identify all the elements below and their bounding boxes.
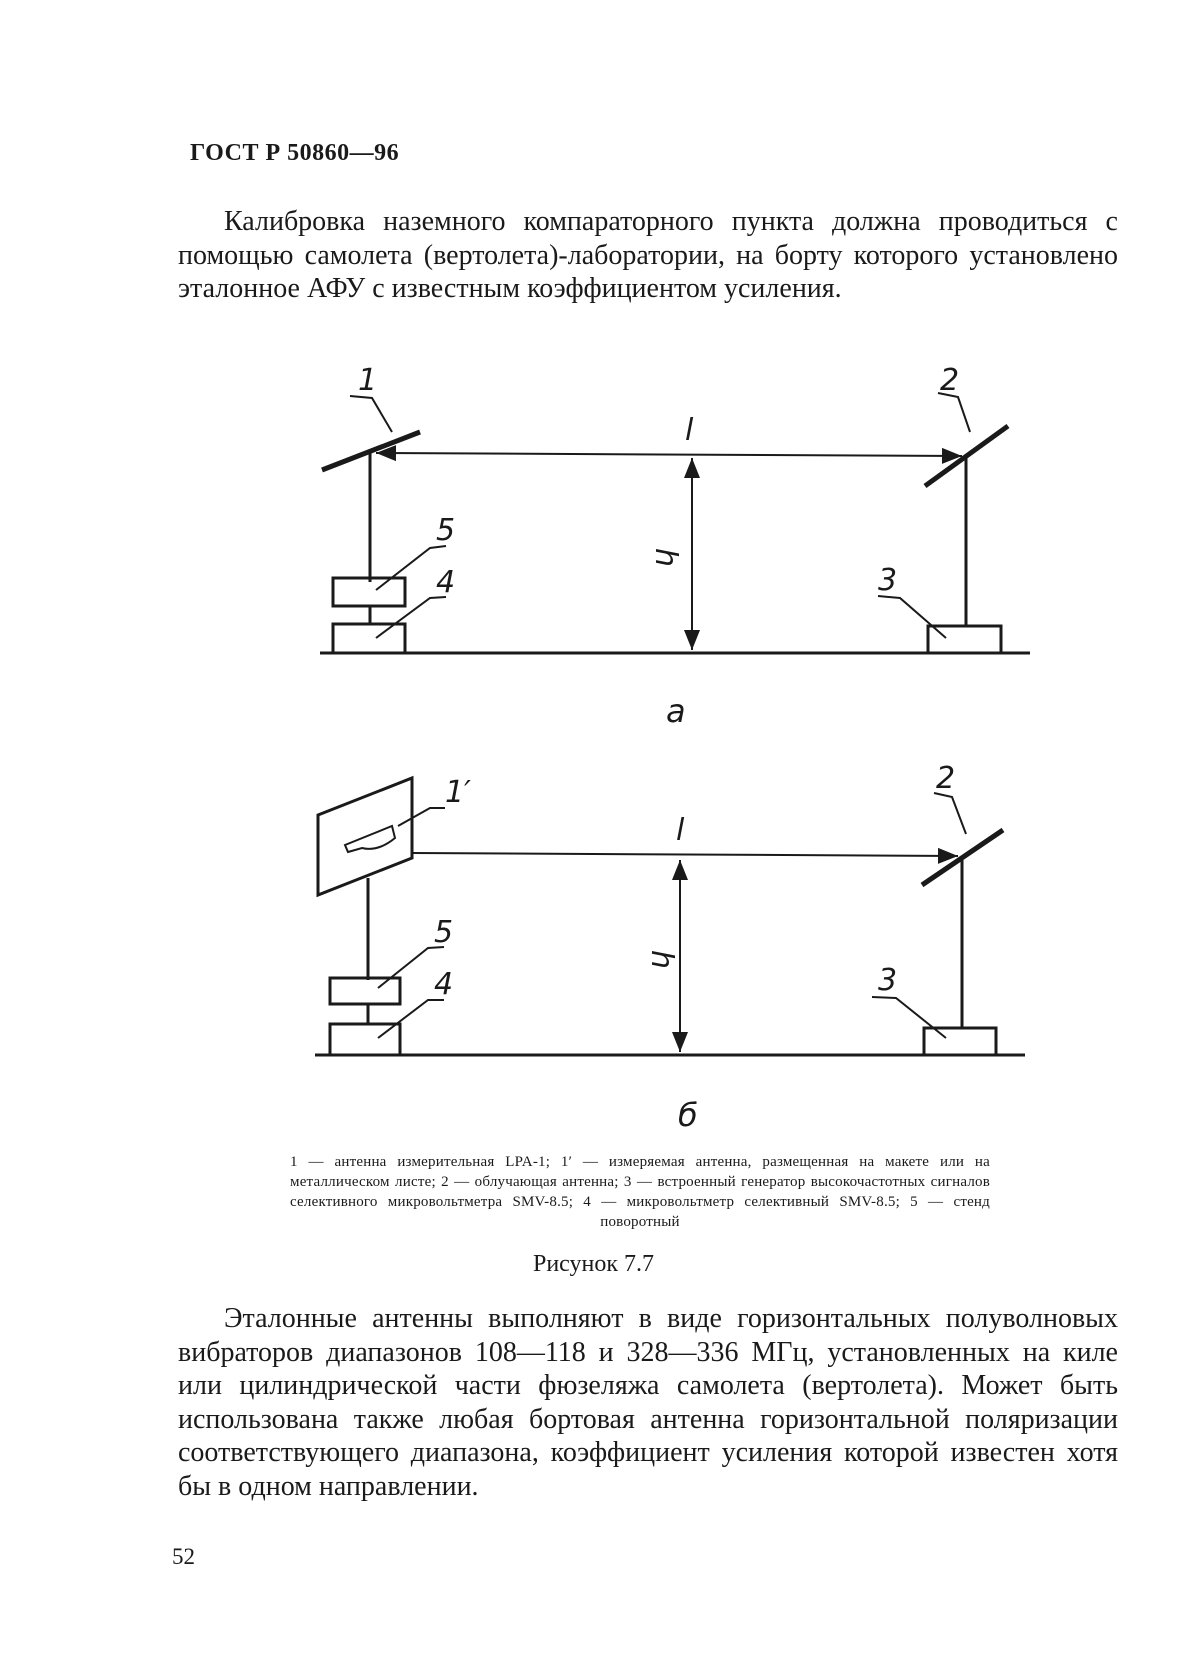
label-h-b: h — [644, 950, 679, 970]
label-3-b: 3 — [878, 963, 898, 998]
label-4-b: 4 — [434, 967, 454, 1002]
microvoltmeter-4-box — [333, 624, 405, 653]
label-5-b: 5 — [434, 915, 454, 950]
subfigure-label-a: а — [666, 692, 686, 730]
leader-3-b — [872, 997, 946, 1038]
leader-1 — [350, 396, 392, 432]
label-l-b: l — [676, 813, 685, 848]
leader-2 — [938, 393, 970, 432]
leader-1prime — [398, 808, 445, 826]
label-1prime: 1′ — [445, 775, 471, 810]
leader-4 — [376, 597, 446, 638]
diagram-b — [315, 778, 1025, 1055]
leader-3 — [878, 596, 946, 638]
label-2: 2 — [940, 363, 960, 398]
rotary-stand-5-box — [333, 578, 405, 606]
label-3: 3 — [878, 563, 898, 598]
distance-l-arrow-a — [376, 453, 962, 456]
generator-3-box-b — [924, 1028, 996, 1055]
diagram-a — [320, 393, 1030, 653]
page-number: 52 — [172, 1544, 195, 1569]
document-header: ГОСТ Р 50860—96 — [190, 140, 400, 166]
label-4: 4 — [436, 565, 456, 600]
figure-caption: 1 — антенна измерительная LPA-1; 1′ — измеряемая антенна, размещенная на макете или на металлическом листе; 2 — облучающая антенна; 3 — встроенный генератор высокочастотных сигналов селективного микровольтметра SMV-8.5; 4 — микровольтметр селективный SMV-8.5; 5 — стенд поворотный — [290, 1154, 990, 1230]
label-h-a: h — [648, 548, 683, 568]
paragraph-calibration: Калибровка наземного компараторного пункта должна проводиться с помощью самолета (вертолета)-лаборатории, на борту которого установлено эталонное АФУ с известным коэффициентом усиления. — [178, 206, 1118, 304]
label-l-a: l — [685, 413, 694, 448]
label-1: 1 — [358, 363, 378, 398]
figure-title: Рисунок 7.7 — [532, 1251, 655, 1277]
measured-antenna-1prime — [345, 826, 395, 852]
generator-3-box — [928, 626, 1001, 653]
label-5: 5 — [436, 513, 456, 548]
subfigure-label-b: б — [678, 1096, 698, 1134]
distance-l-arrow-b — [412, 853, 958, 856]
paragraph-reference-antennas: Эталонные антенны выполняют в виде горизонтальных полуволновых вибраторов диапазонов 108—118 и 328—336 МГц, установленных на киле или цилиндрической части фюзеляжа самолета (вертолета). Может быть использована также любая бортовая антенна горизонтальной поляризации соответствующего диапазона, коэффициент усиления которой известен хотя бы в одном направлении. — [178, 1303, 1118, 1502]
rotary-stand-5-box-b — [330, 978, 400, 1004]
label-2-b: 2 — [936, 761, 956, 796]
leader-2-b — [934, 793, 966, 834]
leader-4-b — [378, 1000, 444, 1038]
